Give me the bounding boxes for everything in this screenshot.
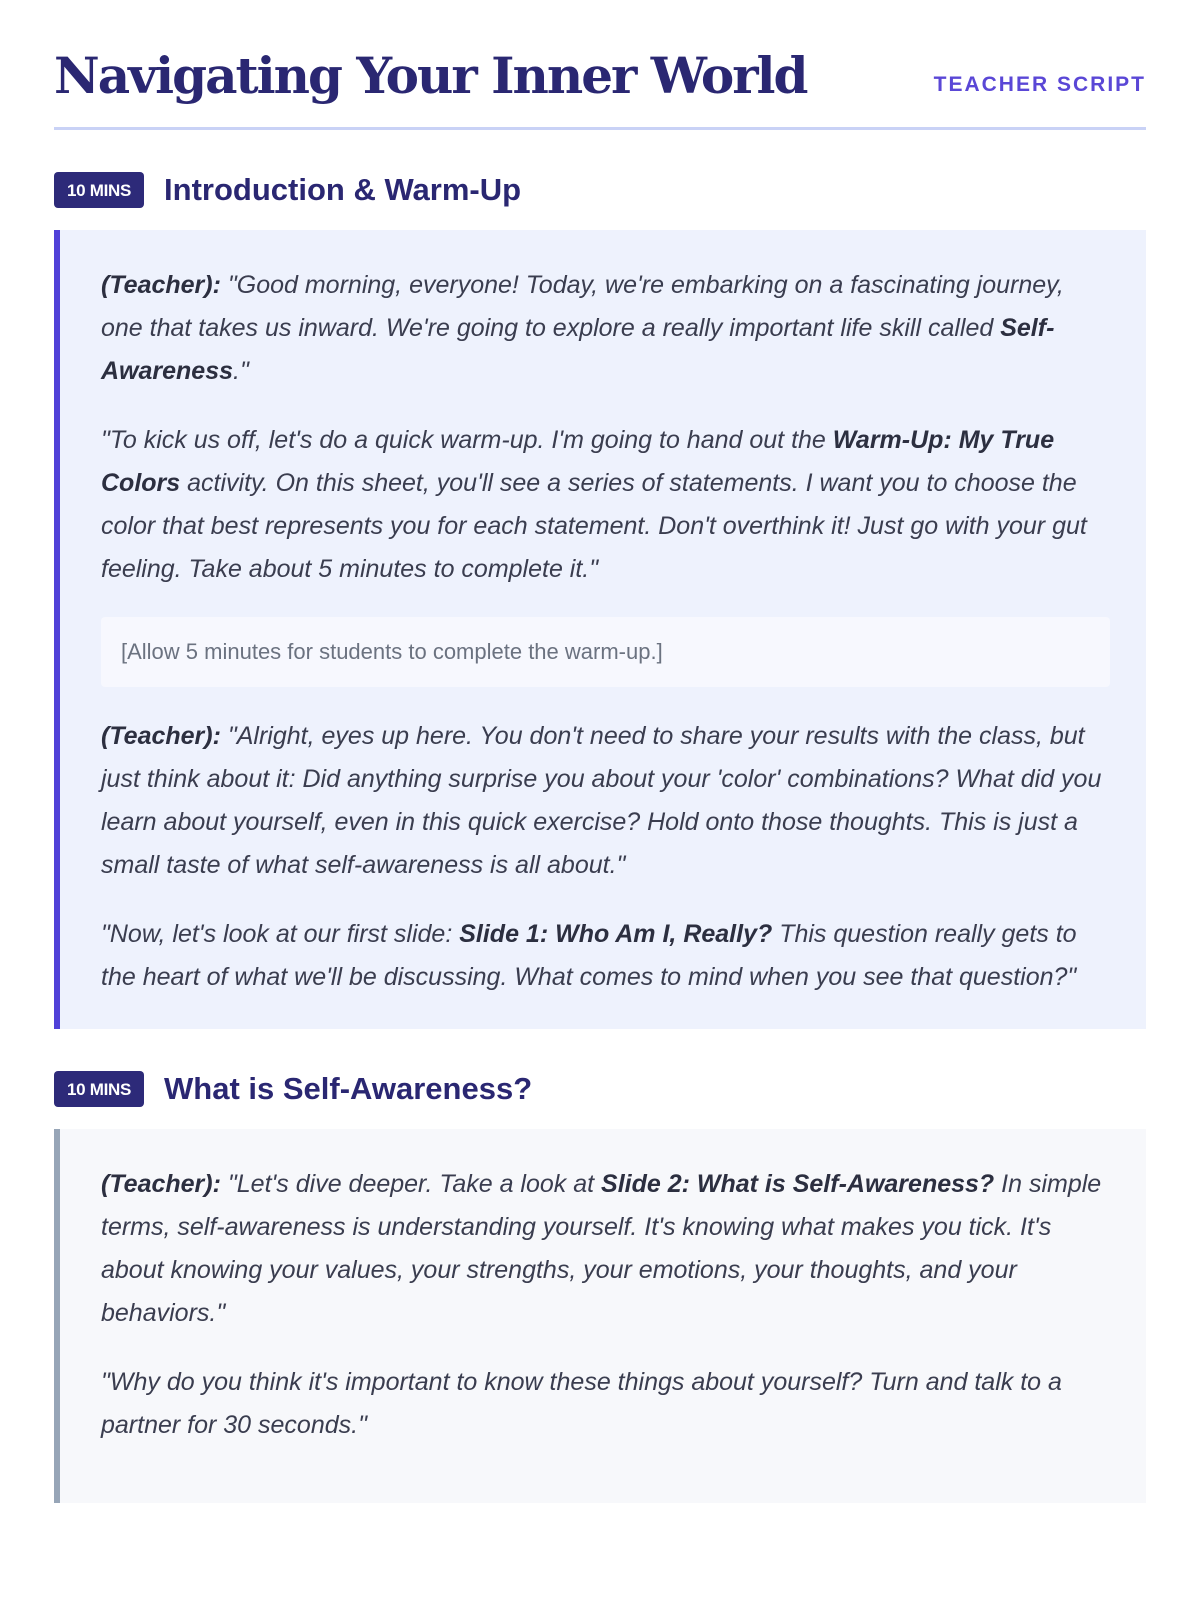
- script-paragraph: [101, 264, 1110, 393]
- speaker-label: (Teacher):: [101, 271, 221, 299]
- emphasis-term: Slide 2: What is Self-Awareness?: [601, 1170, 995, 1198]
- page-title: Navigating Your Inner World: [54, 46, 807, 105]
- script-box: [54, 230, 1146, 1029]
- script-paragraph: [101, 913, 1110, 999]
- section-header: [54, 172, 1146, 208]
- page-header: [54, 0, 1146, 130]
- duration-badge: 10 MINS: [54, 172, 144, 208]
- paragraph-text: .": [233, 357, 249, 385]
- emphasis-term: Slide 1: Who Am I, Really?: [459, 920, 773, 948]
- section-introduction: [54, 172, 1146, 1029]
- section-what-is-self-awareness: [54, 1071, 1146, 1503]
- stage-direction: [Allow 5 minutes for students to complete the warm-up.]: [101, 617, 1110, 687]
- emphasis-term: Self-Awareness: [101, 314, 1055, 385]
- script-box: [54, 1129, 1146, 1503]
- emphasis-term: Warm-Up: My True Colors: [101, 426, 1055, 497]
- paragraph-text: "Why do you think it's important to know these things about yourself? Turn and talk to a partner for 30 seconds.": [101, 1368, 1062, 1439]
- paragraph-text: "To kick us off, let's do a quick warm-up. I'm going to hand out the: [101, 426, 833, 454]
- paragraph-text: "Now, let's look at our first slide:: [101, 920, 460, 948]
- speaker-label: (Teacher):: [101, 722, 221, 750]
- script-paragraph: [101, 715, 1110, 887]
- paragraph-text: "Let's dive deeper. Take a look at: [220, 1170, 602, 1198]
- paragraph-text: activity. On this sheet, you'll see a series of statements. I want you to choose the color that best represents you for each statement. Don't overthink it! Just go with your gut feeling. Take about 5 minutes to complete it.": [101, 469, 1087, 583]
- paragraph-text: "Alright, eyes up here. You don't need to share your results with the class, but just think about it: Did anything surprise you about your 'color' combinations? What did you learn about yourself, even in this quick exercise? Hold onto those thoughts. This is just a small taste of what self-awareness is all about.": [101, 722, 1102, 879]
- section-title: What is Self-Awareness?: [164, 1071, 533, 1106]
- script-paragraph: [101, 419, 1110, 591]
- section-header: [54, 1071, 1146, 1107]
- paragraph-text: This question really gets to the heart of what we'll be discussing. What comes to mind when you see that question?": [101, 920, 1077, 991]
- document-type-label: TEACHER SCRIPT: [933, 73, 1146, 96]
- script-paragraph: [101, 1361, 1110, 1447]
- speaker-label: (Teacher):: [101, 1170, 221, 1198]
- duration-badge: 10 MINS: [54, 1071, 144, 1107]
- paragraph-text: In simple terms, self-awareness is understanding yourself. It's knowing what makes you tick. It's about knowing your values, your strengths, your emotions, your thoughts, and your behaviors.": [101, 1170, 1102, 1327]
- section-title: Introduction & Warm-Up: [164, 172, 522, 207]
- script-paragraph: [101, 1163, 1110, 1335]
- paragraph-text: "Good morning, everyone! Today, we're embarking on a fascinating journey, one that takes us inward. We're going to explore a really important life skill called: [101, 271, 1064, 342]
